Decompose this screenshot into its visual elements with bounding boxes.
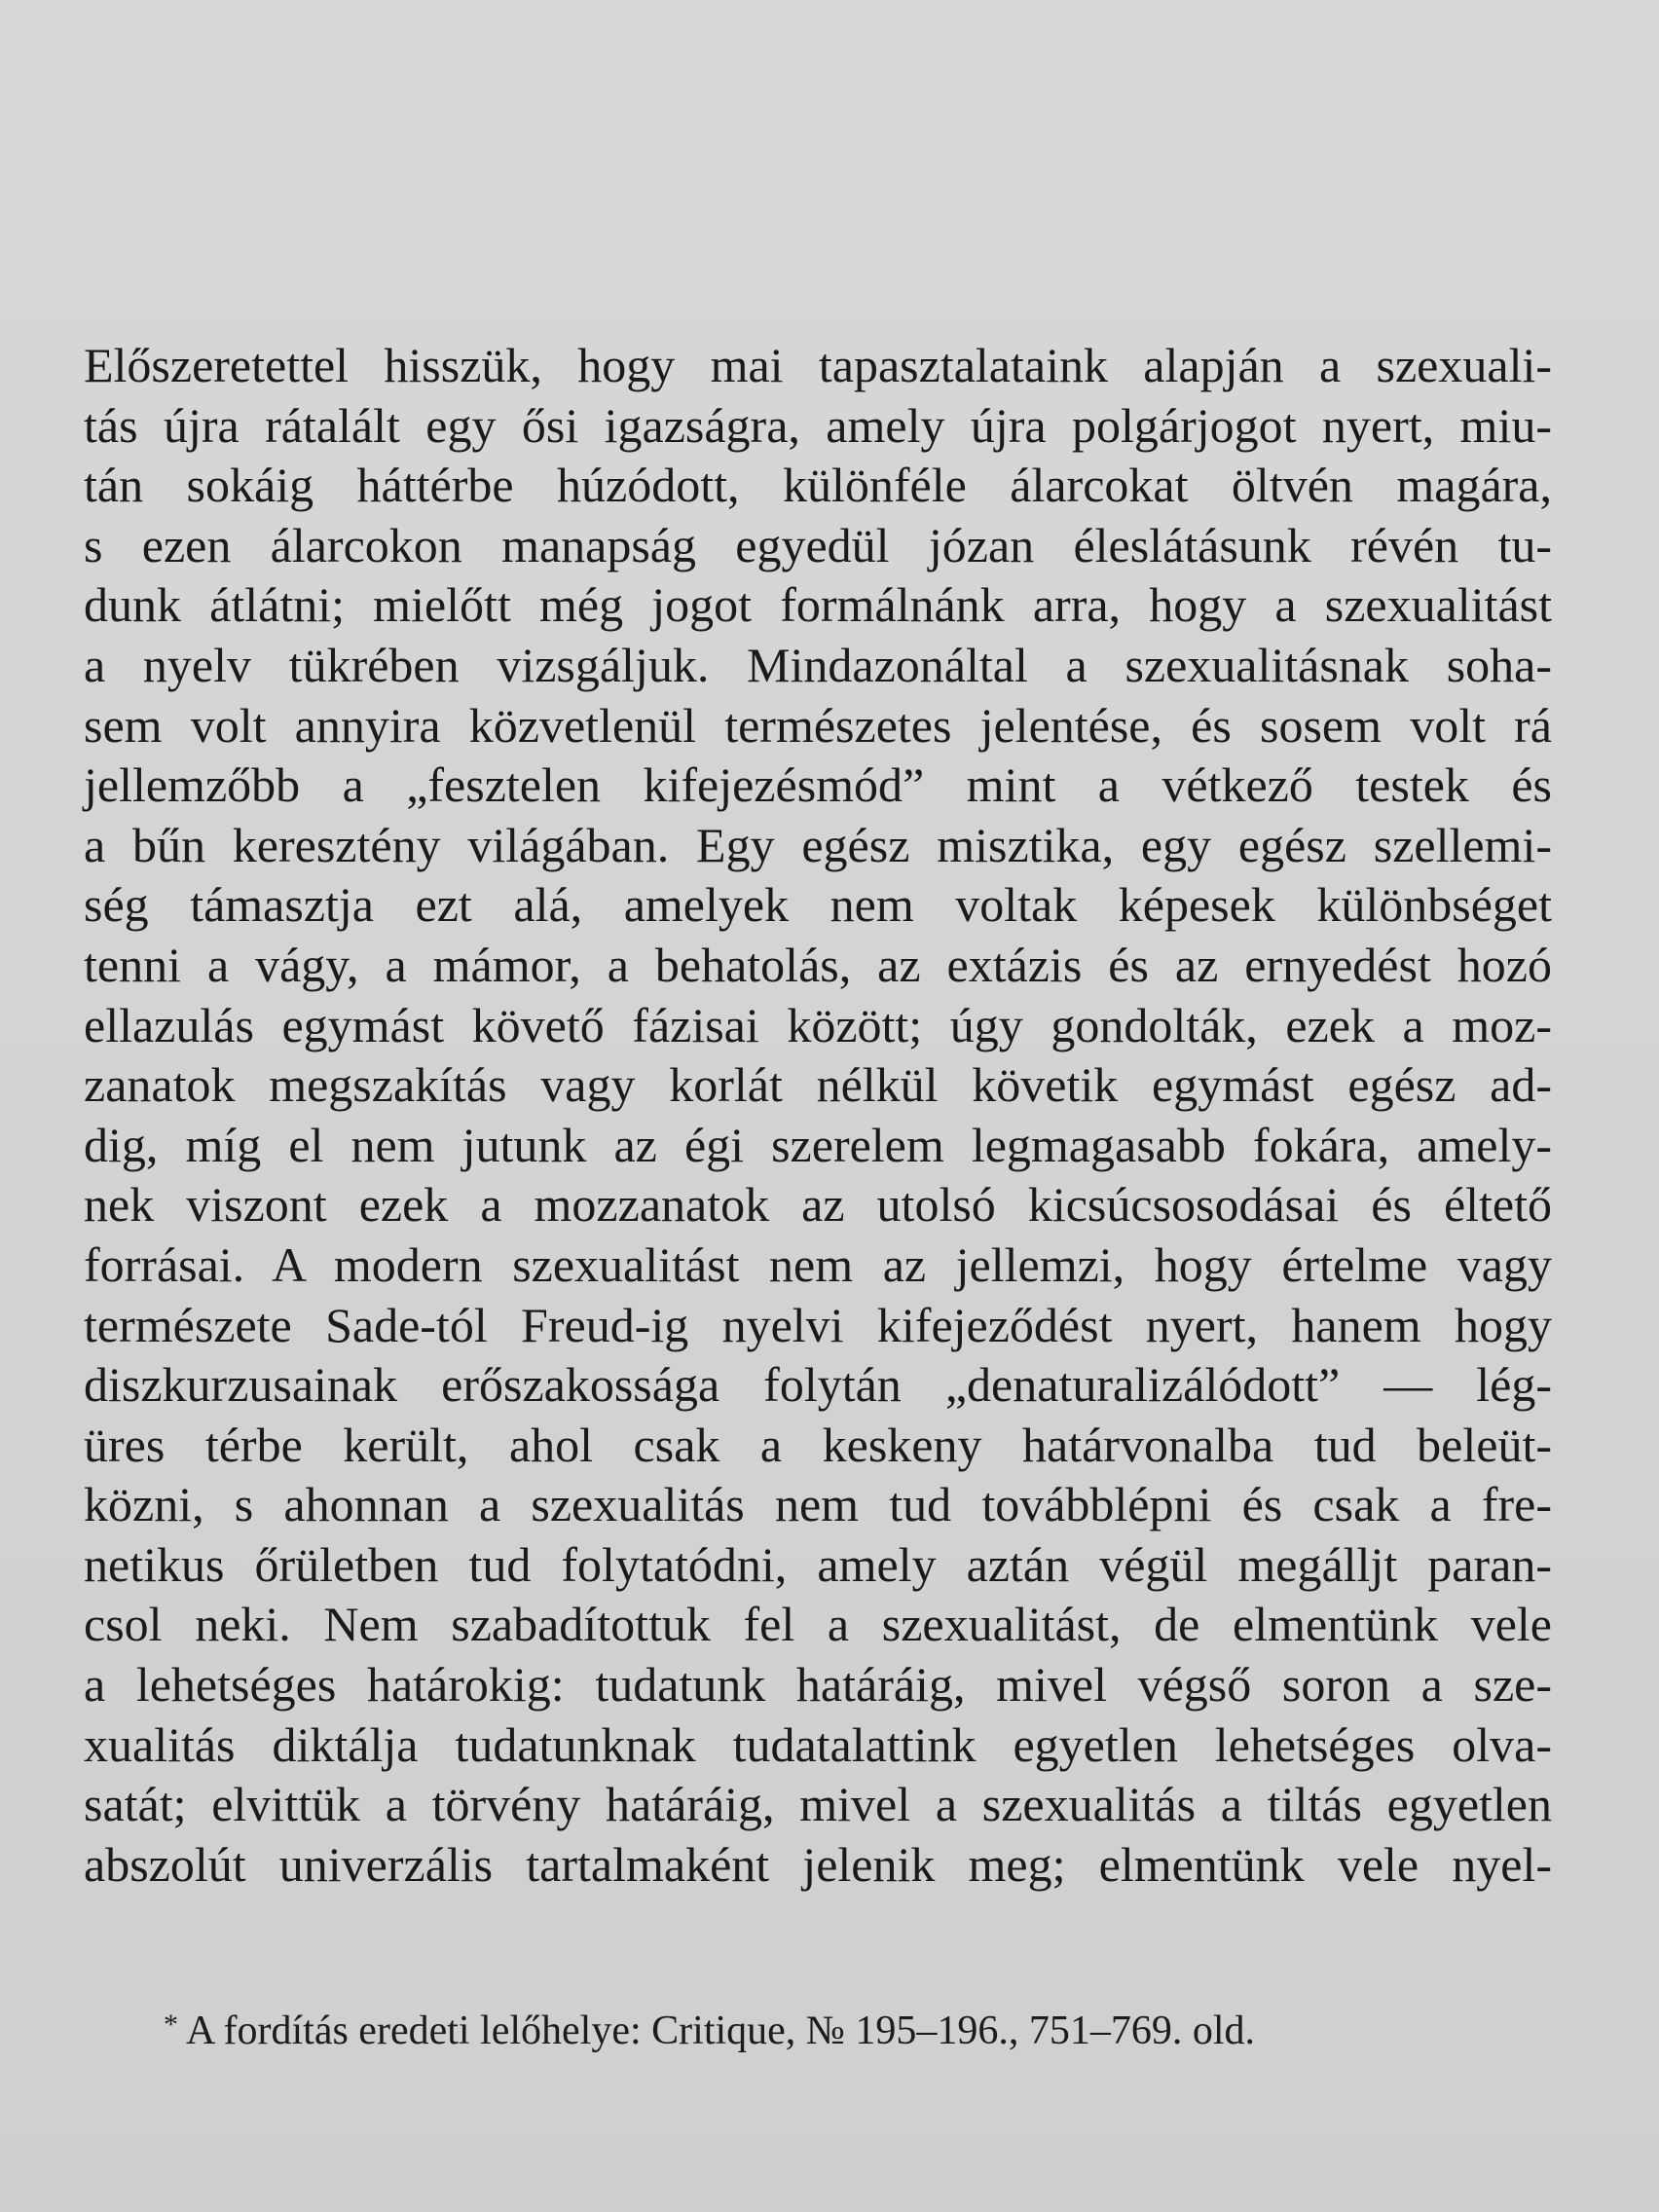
paragraph-line: ellazulás egymást követő fázisai között; úgy gondolták, ezek a moz-	[84, 997, 1552, 1052]
paragraph-line: sem volt annyira közvetlenül természetes jelentése, és sosem volt rá	[84, 697, 1552, 753]
paragraph-line: dig, míg el nem jutunk az égi szerelem legmagasabb fokára, amely-	[84, 1117, 1552, 1172]
footnote-text: A fordítás eredeti lelőhelye: Critique, № 195–196., 751–769. old.	[186, 2009, 1256, 2053]
paragraph-line: satát; elvittük a törvény határáig, mivel a szexualitás a tiltás egyetlen	[84, 1777, 1552, 1832]
paragraph-line: csol neki. Nem szabadítottuk fel a szexualitást, de elmentünk vele	[84, 1597, 1552, 1652]
bleed-through-text	[107, 0, 1626, 321]
paragraph-line: s ezen álarcokon manapság egyedül józan éleslátásunk révén tu-	[84, 517, 1552, 572]
paragraph-line: abszolút univerzális tartalmaként jelenik meg; elmentünk vele nyel-	[84, 1836, 1552, 1892]
paragraph-line: tenni a vágy, a mámor, a behatolás, az extázis és az ernyedést hozó	[84, 937, 1552, 992]
paragraph-line: forrásai. A modern szexualitást nem az jellemzi, hogy értelme vagy	[84, 1236, 1552, 1292]
paragraph-line: Előszeretettel hisszük, hogy mai tapasztalataink alapján a szexuali-	[84, 338, 1552, 392]
paragraph-line: zanatok megszakítás vagy korlát nélkül követik egymást egész ad-	[84, 1057, 1552, 1113]
paragraph-line: ség támasztja ezt alá, amelyek nem voltak képesek különbséget	[84, 877, 1552, 933]
paragraph-line: a bűn keresztény világában. Egy egész misztika, egy egész szellemi-	[84, 817, 1552, 872]
paragraph-line: jellemzőbb a „fesztelen kifejezésmód” mint a vétkező testek és	[84, 757, 1552, 813]
paragraph-line: xualitás diktálja tudatunknak tudatalattink egyetlen lehetséges olva-	[84, 1716, 1552, 1772]
paragraph-line: dunk átlátni; mielőtt még jogot formálnánk arra, hogy a szexualitást	[84, 577, 1552, 633]
paragraph-line: nek viszont ezek a mozzanatok az utolsó kicsúcsosodásai és éltető	[84, 1177, 1552, 1233]
footnote-mark: *	[164, 2009, 178, 2041]
paragraph-line: tás újra rátalált egy ősi igazságra, amely újra polgárjogot nyert, miu-	[84, 397, 1552, 453]
paragraph-line: netikus őrületben tud folytatódni, amely aztán végül megálljt paran-	[84, 1536, 1552, 1592]
paragraph-line: tán sokáig háttérbe húzódott, különféle álarcokat öltvén magára,	[84, 458, 1552, 513]
paragraph-line: a lehetséges határokig: tudatunk határáig, mivel végső soron a sze-	[84, 1657, 1552, 1713]
paragraph-line: diszkurzusainak erőszakossága folytán „denaturalizálódott” — lég-	[84, 1357, 1552, 1413]
main-paragraph	[84, 336, 1552, 1895]
paragraph-line: természete Sade-tól Freud-ig nyelvi kifejeződést nyert, hanem hogy	[84, 1297, 1552, 1352]
paragraph-line: a nyelv tükrében vizsgáljuk. Mindazonáltal a szexualitásnak soha-	[84, 637, 1552, 692]
paragraph-line: üres térbe került, ahol csak a keskeny határvonalba tud beleüt-	[84, 1417, 1552, 1472]
paragraph-line: közni, s ahonnan a szexualitás nem tud továbblépni és csak a fre-	[84, 1477, 1552, 1532]
footnote	[164, 1998, 1429, 2058]
